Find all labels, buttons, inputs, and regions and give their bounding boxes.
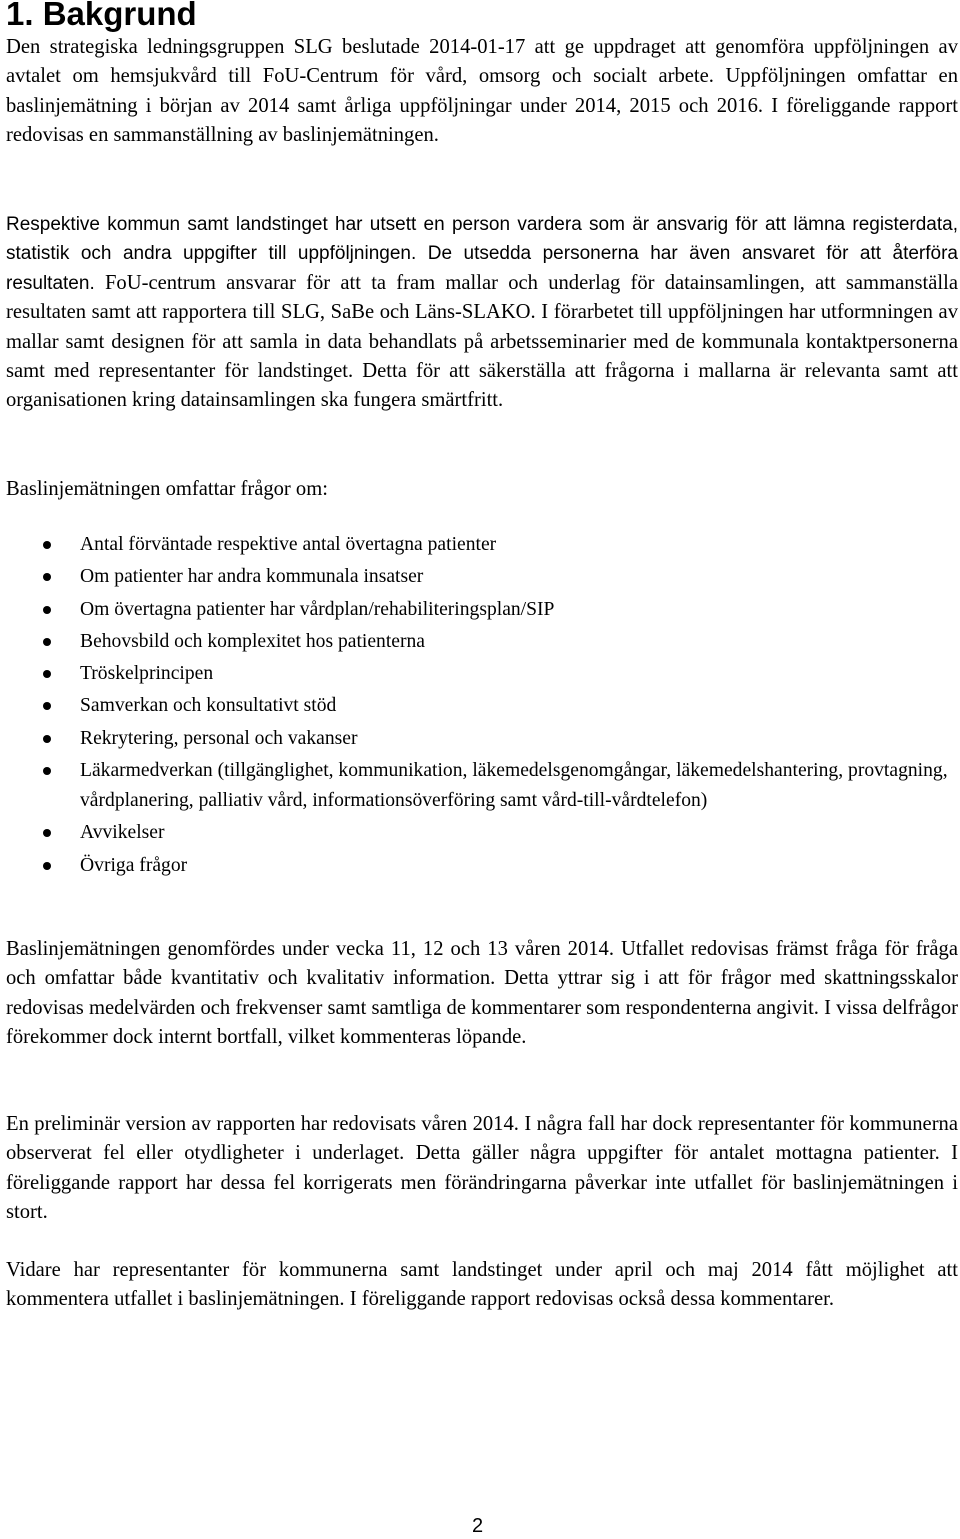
list-item-text: Övriga frågor [80, 854, 188, 876]
list-item-text: Samverkan och konsultativt stöd [80, 695, 337, 717]
list-item-text: Tröskelprincipen [80, 663, 214, 685]
comments-paragraph: Vidare har representanter för kommunerna samt landstinget under april och maj 2014 fått möjlighet att kommentera utfallet i baslinjemätningen. I föreliggande rapport redovisas också dessa kommentarer. [6, 1259, 958, 1311]
list-item-text: Behovsbild och komplexitet hos patienterna [80, 630, 425, 652]
responsibility-paragraph-serif: FoU-centrum ansvarar för att ta fram mallar och underlag för datainsamlingen, att sammanställa resultaten samt att rapportera till SLG, SaBe och Läns-SLAKO. I förarbetet till uppföljningen har utformningen av mallar samt designen för att samla in data behandlats på arbetsseminarier med de kommunala kontaktpersonerna samt med representanter för landstinget. Detta för att säkerställa att frågorna i mallarna är relevanta samt att organisationen kring datainsamlingen ska fungera smärtfritt. [6, 271, 958, 412]
list-item [6, 817, 958, 849]
question-list [6, 529, 958, 882]
bullet-icon [43, 862, 51, 870]
list-item-text: Om övertagna patienter har vårdplan/rehabiliteringsplan/SIP [80, 598, 555, 620]
list-item-text: Avvikelser [80, 822, 165, 844]
list-item-text: Om patienter har andra kommunala insatser [80, 566, 424, 588]
list-item [6, 850, 958, 882]
bullet-icon [43, 829, 51, 837]
bullet-icon [43, 638, 51, 646]
list-item [6, 626, 958, 658]
list-item-text: Antal förväntade respektive antal övertagna patienter [80, 534, 497, 555]
preliminary-paragraph: En preliminär version av rapporten har redovisats våren 2014. I några fall har dock representanter för kommunerna observerat fel eller otydligheter i underlaget. Detta gäller några uppgifter för antalet mottagna patienter. I föreliggande rapport har dessa fel korrigerats men förändringarna påverkar inte utfallet för baslinjemätningen i stort. [6, 1113, 958, 1224]
list-item [6, 529, 958, 561]
responsibility-paragraph-sans: Respektive kommun samt landstinget har utsett en person vardera som är ansvarig för att lämna registerdata, statistik och andra uppgifter till uppföljningen. De utsedda personerna har även ansvaret för att återföra resultaten. [6, 214, 958, 294]
bullet-icon [43, 573, 51, 581]
section-heading: 1. Bakgrund [6, 0, 197, 32]
list-item [6, 561, 958, 593]
bullet-icon [43, 702, 51, 710]
list-item [6, 755, 958, 817]
list-item [6, 658, 958, 690]
list-item [6, 723, 958, 755]
bullet-icon [43, 541, 51, 549]
list-item [6, 594, 958, 626]
bullet-icon [43, 670, 51, 678]
bullet-icon [43, 606, 51, 614]
method-paragraph: Baslinjemätningen genomfördes under vecka 11, 12 och 13 våren 2014. Utfallet redovisas främst fråga för fråga och omfattar både kvantitativ och kvalitativ information. Detta yttrar sig i att för frågor med skattningsskalor redovisas medelvärden och frekvenser samt samtliga de kommentarer som respondenterna angivit. I vissa delfrågor förekommer dock internt bortfall, vilket kommenteras löpande. [6, 938, 958, 1049]
page-number: 2 [472, 1515, 484, 1537]
list-item [6, 690, 958, 722]
intro-paragraph: Den strategiska ledningsgruppen SLG beslutade 2014-01-17 att ge uppdraget att genomföra uppföljningen av avtalet om hemsjukvård till FoU-Centrum för vård, omsorg och socialt arbete. Uppföljningen omfattar en baslinjemätning i början av 2014 samt årliga uppföljningar under 2014, 2015 och 2016. I föreliggande rapport redovisas en sammanställning av baslinjemätningen. [6, 36, 958, 147]
list-item-text: Rekrytering, personal och vakanser [80, 727, 358, 749]
responsibility-paragraph [6, 210, 958, 416]
bullet-icon [43, 735, 51, 743]
list-item-text: Läkarmedverkan (tillgänglighet, kommunikation, läkemedelsgenomgångar, läkemedelshantering, provtagning, vårdplanering, palliativ vård, informationsöverföring samt vård-till-vårdtelefon) [80, 760, 948, 811]
bullets-intro: Baslinjemätningen omfattar frågor om: [6, 478, 328, 500]
bullet-icon [43, 767, 51, 775]
